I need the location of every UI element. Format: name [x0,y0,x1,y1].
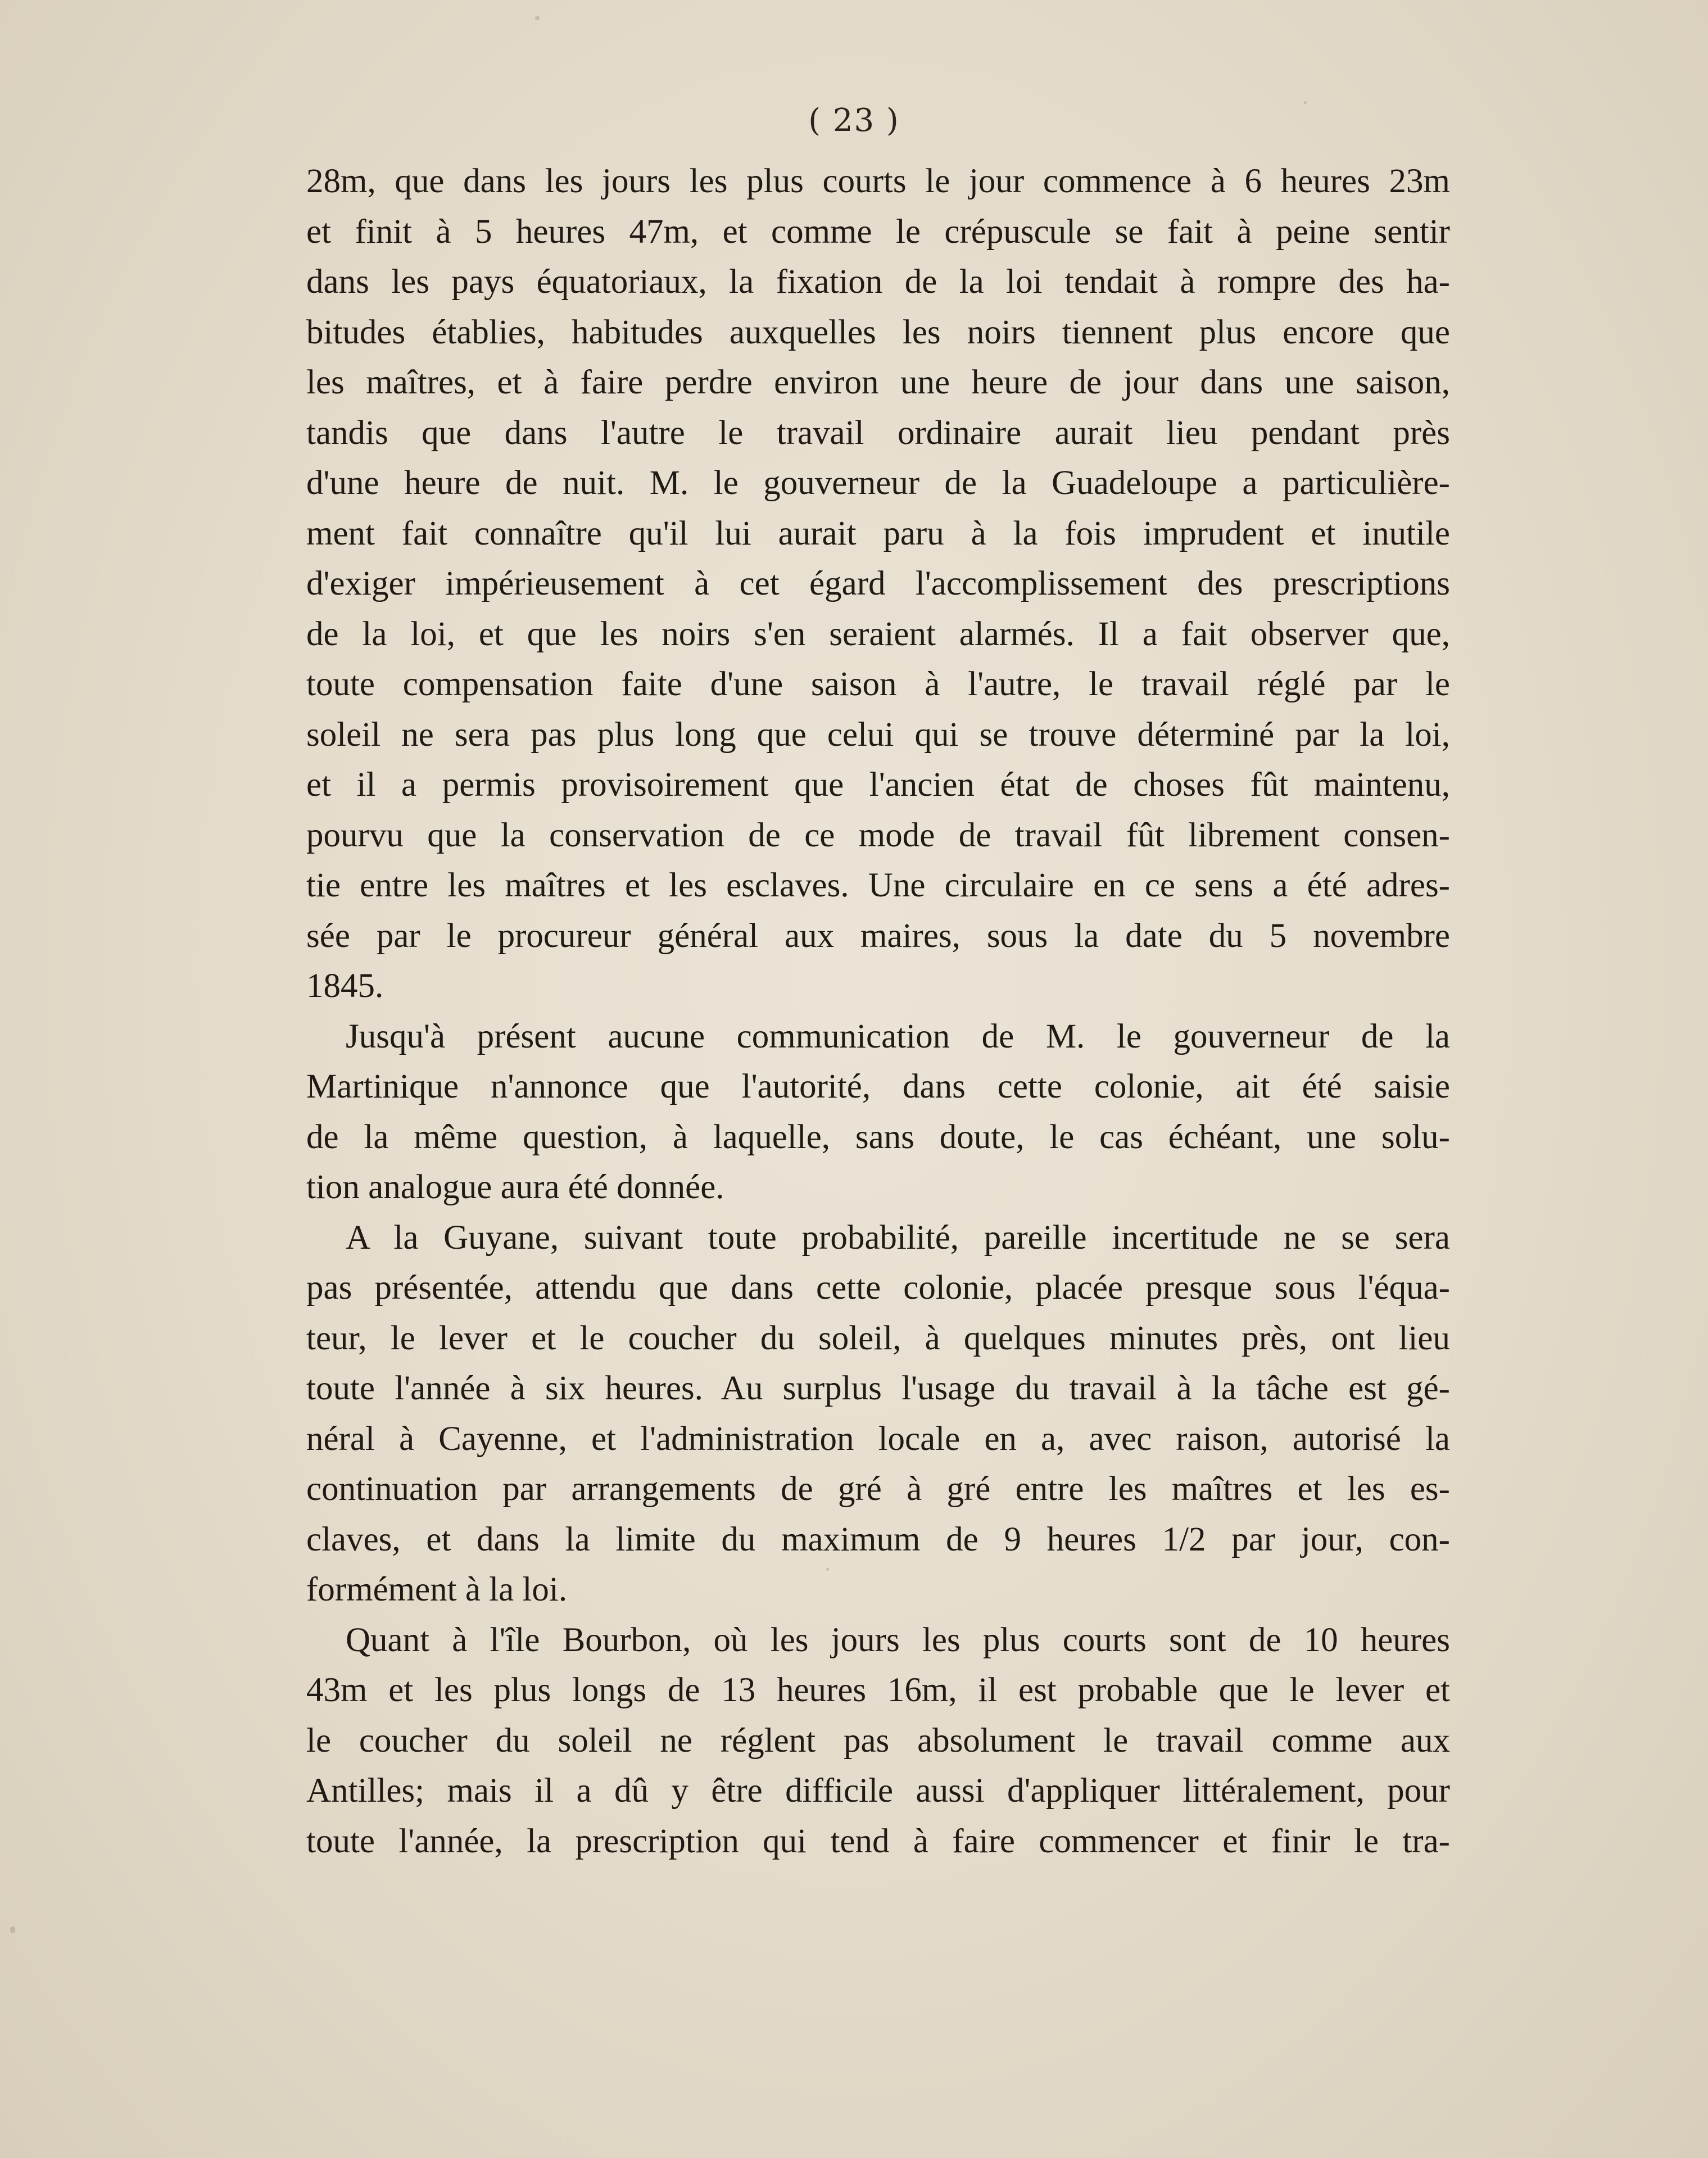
text-line [306,1565,1450,1615]
line-text: 1845. [306,967,384,1005]
line-text: 43m et les plus longs de 13 heures 16m, il est probable que le lever et [306,1671,1450,1709]
line-text: ment fait connaître qu'il lui aurait paru à la fois imprudent et inutile [306,514,1450,552]
line-text: de la loi, et que les noirs s'en seraient alarmés. Il a fait observer que, [306,615,1450,653]
body-text [306,156,1450,1866]
line-text: teur, le lever et le coucher du soleil, à quelques minutes près, ont lieu [306,1319,1450,1357]
text-line [306,810,1450,861]
line-text: soleil ne sera pas plus long que celui qui se trouve déterminé par la loi, [306,715,1450,754]
text-line [306,509,1450,559]
text-line [306,1012,1450,1062]
line-text: les maîtres, et à faire perdre environ une heure de jour dans une saison, [306,364,1450,401]
text-line [306,659,1450,710]
line-text: Jusqu'à présent aucune communication de M. le gouverneur de la [346,1017,1450,1055]
line-text: bitudes établies, habitudes auxquelles les noirs tiennent plus encore que [306,313,1450,351]
text-line [306,156,1450,207]
text-line [306,1363,1450,1414]
line-text: pas présentée, attendu que dans cette colonie, placée presque sous l'équa- [306,1269,1450,1307]
text-line [306,1062,1450,1112]
text-line [306,307,1450,358]
text-line [306,609,1450,660]
line-text: pourvu que la conservation de ce mode de travail fût librement consen- [306,816,1450,854]
text-line [306,1716,1450,1766]
page-number: ( 23 ) [808,102,900,139]
text-line [306,1464,1450,1515]
text-line [306,1515,1450,1565]
line-text: tion analogue aura été donnée. [306,1168,724,1206]
text-line [306,1112,1450,1163]
line-text: d'exiger impérieusement à cet égard l'accomplissement des prescriptions [306,565,1450,602]
line-text: le coucher du soleil ne réglent pas absolument le travail comme aux [306,1721,1450,1760]
line-text: continuation par arrangements de gré à gré entre les maîtres et les es- [306,1470,1450,1508]
line-text: dans les pays équatoriaux, la fixation de la loi tendait à rompre des ha- [306,263,1450,301]
line-text: sée par le procureur général aux maires, sous la date du 5 novembre [306,917,1450,955]
text-line [306,559,1450,609]
line-text: et finit à 5 heures 47m, et comme le crépuscule se fait à peine sentir [306,212,1450,251]
line-text: tie entre les maîtres et les esclaves. Une circulaire en ce sens a été adres- [306,867,1450,904]
text-line [306,458,1450,509]
text-line [306,1414,1450,1465]
line-text: A la Guyane, suivant toute probabilité, pareille incertitude ne se sera [346,1218,1450,1257]
text-line [306,961,1450,1012]
text-line [306,710,1450,760]
text-line [306,1766,1450,1816]
text-line [306,357,1450,408]
foxing-spot [535,16,540,20]
text-line [306,1313,1450,1364]
line-text: tandis que dans l'autre le travail ordinaire aurait lieu pendant près [306,414,1450,452]
line-text: d'une heure de nuit. M. le gouverneur de la Guadeloupe a particulière- [306,464,1450,502]
text-line [306,911,1450,962]
line-text: néral à Cayenne, et l'administration locale en a, avec raison, autorisé la [306,1420,1450,1458]
text-line [306,760,1450,810]
foxing-spot [10,1926,15,1933]
line-text: toute l'année, la prescription qui tend à faire commencer et finir le tra- [306,1822,1450,1860]
line-text: Quant à l'île Bourbon, où les jours les plus courts sont de 10 heures [346,1621,1450,1659]
line-text: toute compensation faite d'une saison à l'autre, le travail réglé par le [306,665,1450,703]
text-line [306,1162,1450,1213]
text-line [306,1213,1450,1263]
text-line [306,860,1450,911]
line-text: de la même question, à laquelle, sans doute, le cas échéant, une solu- [306,1118,1450,1156]
text-line [306,1665,1450,1716]
text-line [306,1615,1450,1666]
line-text: claves, et dans la limite du maximum de 9 heures 1/2 par jour, con- [306,1520,1450,1558]
text-line [306,207,1450,257]
text-line [306,408,1450,459]
text-line [306,1263,1450,1313]
line-text: Martinique n'annonce que l'autorité, dans cette colonie, ait été saisie [306,1068,1450,1105]
line-text: toute l'année à six heures. Au surplus l'usage du travail à la tâche est gé- [306,1370,1450,1407]
line-text: 28m, que dans les jours les plus courts le jour commence à 6 heures 23m [306,162,1450,200]
text-line [306,257,1450,307]
line-text: Antilles; mais il a dû y être difficile aussi d'appliquer littéralement, pour [306,1772,1450,1810]
line-text: formément à la loi. [306,1571,568,1608]
text-line [306,1816,1450,1867]
line-text: et il a permis provisoirement que l'ancien état de choses fût maintenu, [306,766,1450,804]
